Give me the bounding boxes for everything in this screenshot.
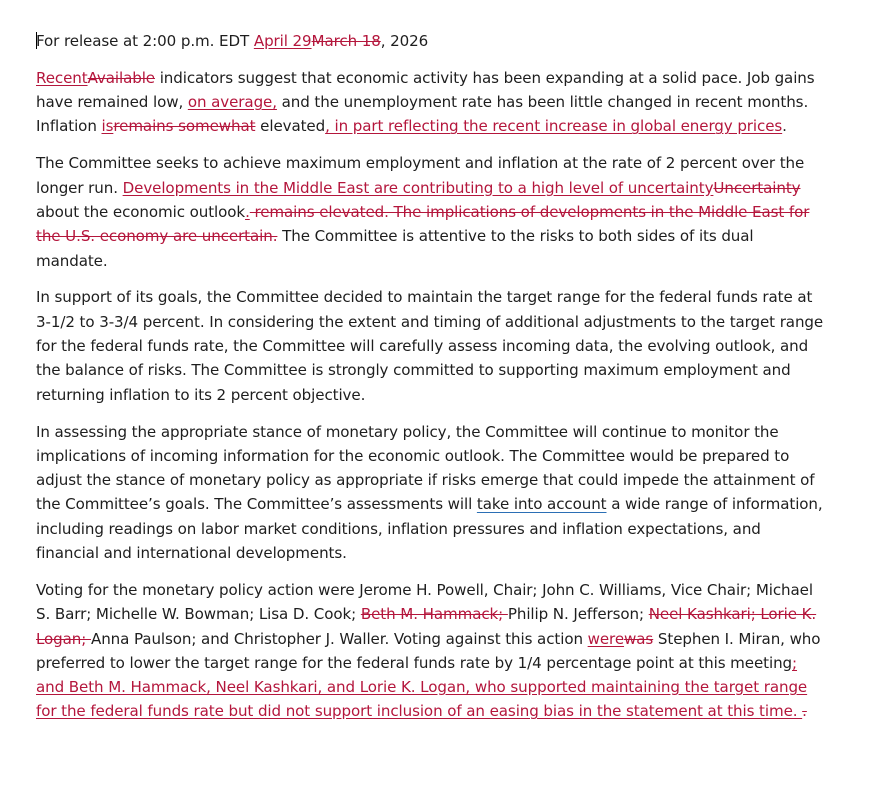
- proofing-flagged-text: take into account: [476, 495, 607, 514]
- paragraph-economic-activity[interactable]: [36, 66, 826, 139]
- deleted-text: .: [802, 702, 807, 721]
- text-run: Philip N. Jefferson;: [507, 605, 649, 624]
- text-run: In assessing the appropriate stance of monetary policy, the Committee will continue to monitor the implications of incoming information for the economic outlook. The Committee would be prepared to adjust the stance of monetary policy as appropriate if risks emerge that could impede the attainment of the Committee’s goals. The Committee’s assessments will: [36, 422, 815, 514]
- text-run: Voting for the monetary policy action were Jerome H. Powell, Chair; John C. Williams, Vice Chair; Michael S. Barr; Michelle W. Bowman; Lisa D. Cook;: [36, 580, 813, 624]
- inserted-text: Developments in the Middle East are contributing to a high level of uncertainty: [122, 178, 714, 197]
- inserted-text: on average,: [187, 93, 277, 112]
- deleted-text: was: [624, 629, 654, 648]
- paragraph-committee-goals[interactable]: [36, 151, 826, 272]
- deleted-text: remains somewhat: [113, 117, 256, 136]
- document-body[interactable]: [36, 29, 826, 736]
- paragraph-policy-stance[interactable]: [36, 420, 826, 566]
- text-run: indicators suggest that economic activity has been expanding at a solid pace. Job gains have remained low,: [36, 68, 815, 112]
- text-run: For release at 2:00 p.m. EDT: [36, 32, 254, 50]
- deleted-text: Available: [87, 68, 155, 87]
- inserted-text: April 29: [253, 32, 312, 50]
- inserted-text: ; and Beth M. Hammack, Neel Kashkari, and Lorie K. Logan, who supported maintaining the target range for the federal funds rate but did not support inclusion of an easing bias in the statement at this time.: [36, 653, 808, 721]
- text-run: , 2026: [380, 32, 429, 50]
- deleted-text: remains elevated. The implications of developments in the Middle East for the U.S. economy are uncertain.: [36, 202, 810, 246]
- deleted-text: March 18: [311, 32, 381, 50]
- inserted-text: .: [245, 202, 250, 221]
- text-run: In support of its goals, the Committee decided to maintain the target range for the federal funds rate at 3-1/2 to 3-3/4 percent. In considering the extent and timing of additional adjustments to the target range for the federal funds rate, the Committee will carefully assess incoming data, the evolving outlook, and the balance of risks. The Committee is strongly committed to supporting maximum employment and returning inflation to its 2 percent objective.: [36, 288, 824, 404]
- paragraph-policy-decision[interactable]: [36, 285, 826, 406]
- deleted-text: Beth M. Hammack;: [360, 605, 508, 624]
- text-run: The Committee seeks to achieve maximum employment and inflation at the rate of 2 percent over the longer run.: [36, 154, 805, 197]
- text-run: about the economic outlook: [36, 202, 246, 221]
- text-run: elevated: [255, 117, 326, 136]
- inserted-text: , in part reflecting the recent increase in global energy prices: [325, 117, 783, 136]
- text-run: a wide range of information, including readings on labor market conditions, inflation pressures and inflation expectations, and financial and international developments.: [36, 495, 823, 563]
- text-run: The Committee is attentive to the risks to both sides of its dual mandate.: [36, 227, 754, 270]
- text-run: .: [782, 117, 787, 136]
- inserted-text: were: [587, 629, 625, 648]
- deleted-text: Uncertainty: [713, 178, 801, 197]
- text-run: Anna Paulson; and Christopher J. Waller. Voting against this action: [90, 629, 588, 648]
- deleted-text: Neel Kashkari; Lorie K. Logan;: [36, 605, 817, 648]
- inserted-text: Recent: [36, 68, 88, 87]
- paragraph-voting[interactable]: [36, 578, 826, 724]
- text-run: and the unemployment rate has been little changed in recent months. Inflation: [36, 93, 809, 136]
- release-line[interactable]: [36, 29, 826, 53]
- inserted-text: is: [101, 117, 114, 136]
- text-run: Stephen I. Miran, who preferred to lower the target range for the federal funds rate by 1/4 percentage point at this meeting: [36, 629, 821, 672]
